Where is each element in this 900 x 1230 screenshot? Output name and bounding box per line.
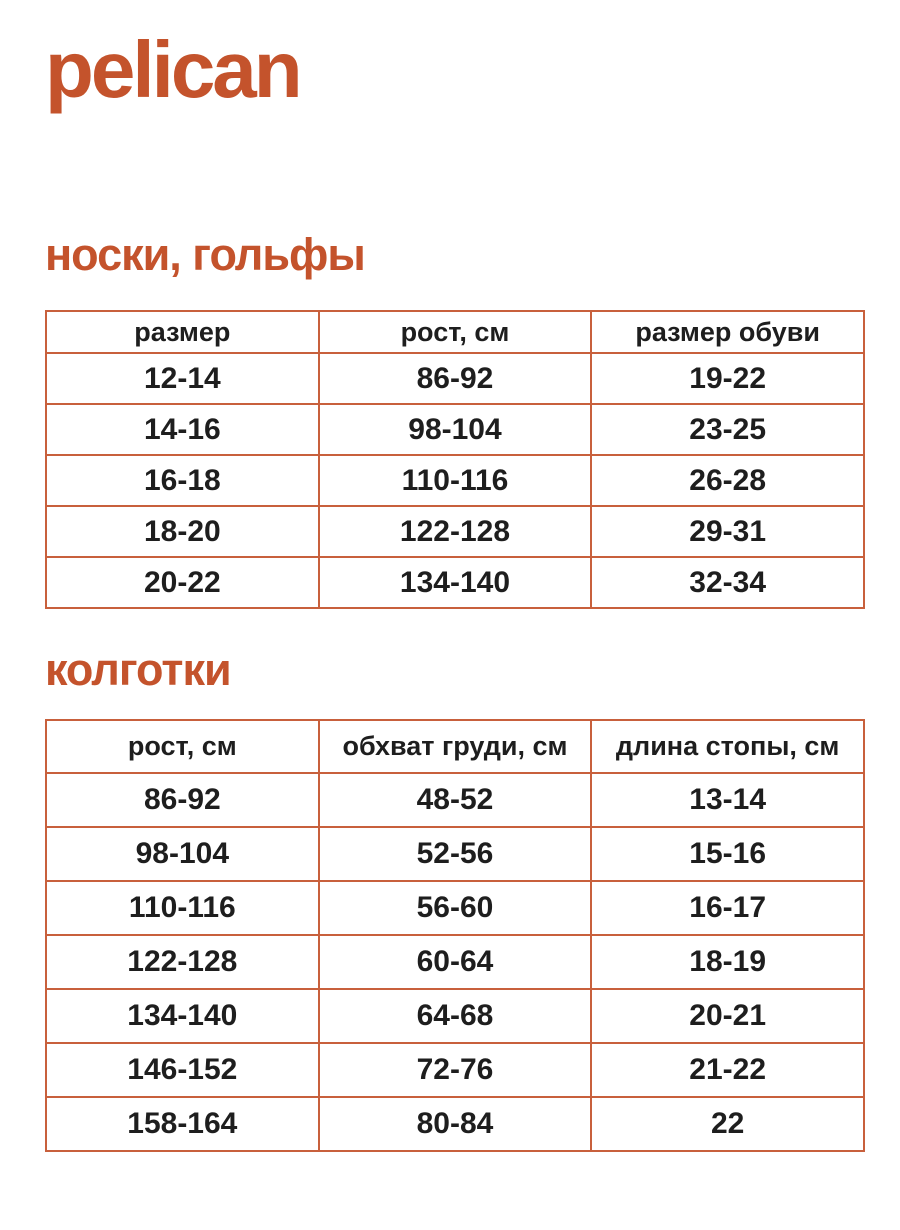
table-row	[46, 1097, 864, 1151]
table-cell: 110-116	[319, 455, 592, 506]
table-cell: 98-104	[319, 404, 592, 455]
table-cell: 23-25	[591, 404, 864, 455]
table-cell: 86-92	[46, 773, 319, 827]
table-cell: 20-21	[591, 989, 864, 1043]
header-row	[46, 311, 864, 353]
section-tights	[45, 644, 865, 1152]
table-cell: 52-56	[319, 827, 592, 881]
table-row	[46, 827, 864, 881]
table-cell: 29-31	[591, 506, 864, 557]
section-title-socks: носки, гольфы	[45, 229, 365, 280]
table-cell: 134-140	[46, 989, 319, 1043]
table-cell: 19-22	[591, 353, 864, 404]
column-header: рост, см	[319, 311, 592, 353]
size-chart-page	[0, 25, 900, 1152]
table-row	[46, 506, 864, 557]
table-cell: 86-92	[319, 353, 592, 404]
tights-size-table	[45, 719, 865, 1152]
table-cell: 110-116	[46, 881, 319, 935]
section-socks	[45, 229, 865, 609]
column-header: рост, см	[46, 720, 319, 773]
table-cell: 146-152	[46, 1043, 319, 1097]
column-header: длина стопы, см	[591, 720, 864, 773]
column-header: обхват груди, см	[319, 720, 592, 773]
table-cell: 21-22	[591, 1043, 864, 1097]
table-row	[46, 773, 864, 827]
table-cell: 22	[591, 1097, 864, 1151]
table-cell: 18-19	[591, 935, 864, 989]
table-cell: 16-18	[46, 455, 319, 506]
header-row	[46, 720, 864, 773]
table-cell: 80-84	[319, 1097, 592, 1151]
table-cell: 18-20	[46, 506, 319, 557]
column-header: размер обуви	[591, 311, 864, 353]
table-row	[46, 404, 864, 455]
table-cell: 32-34	[591, 557, 864, 608]
table-cell: 60-64	[319, 935, 592, 989]
table-cell: 64-68	[319, 989, 592, 1043]
table-cell: 20-22	[46, 557, 319, 608]
table-cell: 122-128	[319, 506, 592, 557]
table-cell: 16-17	[591, 881, 864, 935]
table-cell: 15-16	[591, 827, 864, 881]
table-cell: 13-14	[591, 773, 864, 827]
table-cell: 98-104	[46, 827, 319, 881]
table-cell: 122-128	[46, 935, 319, 989]
table-row	[46, 989, 864, 1043]
table-cell: 158-164	[46, 1097, 319, 1151]
table-cell: 48-52	[319, 773, 592, 827]
table-cell: 14-16	[46, 404, 319, 455]
section-title-tights: колготки	[45, 644, 231, 695]
table-row	[46, 935, 864, 989]
column-header: размер	[46, 311, 319, 353]
socks-size-table	[45, 310, 865, 609]
table-row	[46, 1043, 864, 1097]
table-cell: 134-140	[319, 557, 592, 608]
table-cell: 56-60	[319, 881, 592, 935]
table-row	[46, 557, 864, 608]
table-cell: 12-14	[46, 353, 319, 404]
table-row	[46, 455, 864, 506]
table-cell: 26-28	[591, 455, 864, 506]
table-row	[46, 353, 864, 404]
table-cell: 72-76	[319, 1043, 592, 1097]
brand-logo: pelican	[45, 25, 300, 114]
table-row	[46, 881, 864, 935]
